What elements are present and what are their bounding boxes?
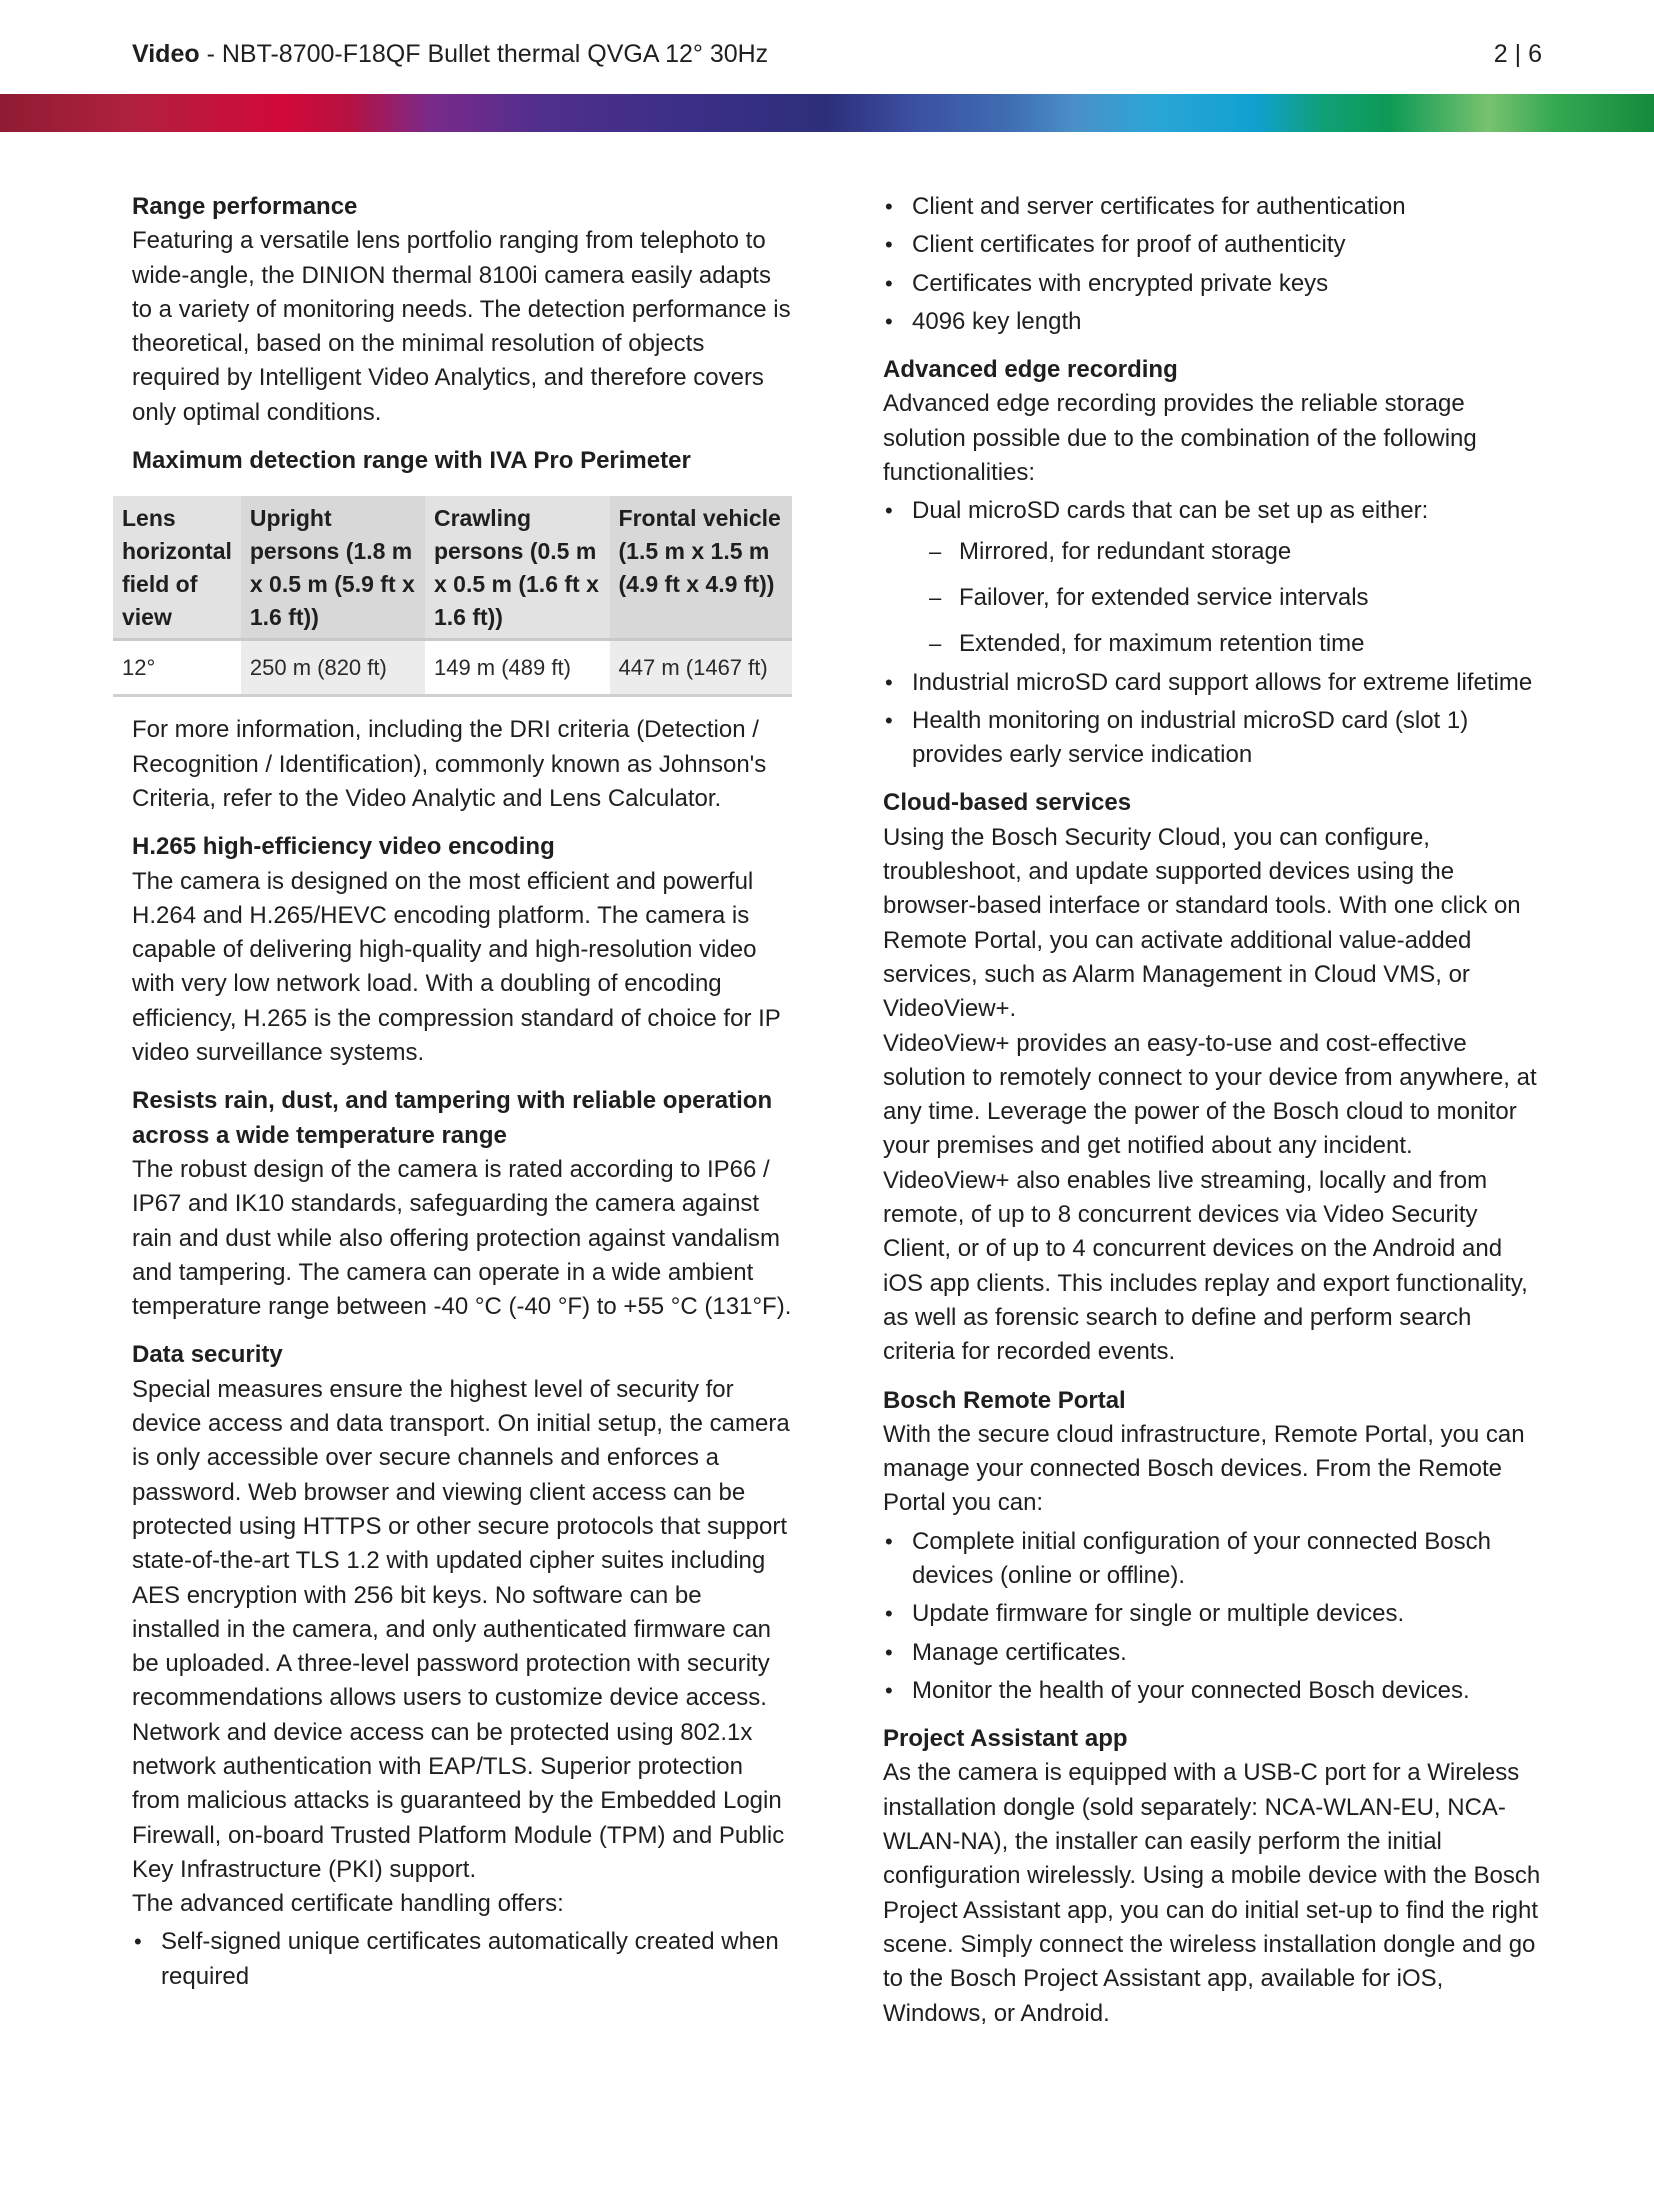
list-item: • Monitor the health of your connected Bosch devices.: [883, 1674, 1543, 1708]
section-text: With the secure cloud infrastructure, Remote Portal, you can manage your connected Bosch devices. From the Remote Portal you can:: [883, 1420, 1525, 1517]
section-data-security: [132, 1338, 792, 1994]
document-title-product: - NBT-8700-F18QF Bullet thermal QVGA 12° 30Hz: [199, 40, 769, 68]
section-heading: Data security: [132, 1341, 283, 1369]
list-item: • Health monitoring on industrial microSD card (slot 1) provides early service indication: [883, 704, 1543, 773]
document-title-category: Video: [132, 40, 200, 68]
section-text: Network and device access can be protected using 802.1x network authentication with EAP/TLS. Superior protection from malicious attacks is guaranteed by the Embedded Login Firewall, on-board Trusted Platform Module (TPM) and Public Key Infrastructure (PKI) support.: [132, 1718, 785, 1883]
sub-list-item: – Extended, for maximum retention time: [883, 627, 1543, 661]
sub-list-item: – Mirrored, for redundant storage: [883, 535, 1543, 569]
section-range-performance: [132, 190, 792, 430]
section-cloud-services: [883, 786, 1543, 1369]
section-project-assistant: [883, 1722, 1543, 2031]
section-heading: Cloud-based services: [883, 789, 1132, 817]
section-text: Using the Bosch Security Cloud, you can configure, troubleshoot, and update supported devices using the browser-based interface or standard tools. With one click on Remote Portal, you can activate additional value-added services, such as Alarm Management in Cloud VMS, or VideoView+.: [883, 823, 1521, 1023]
section-heading: Advanced edge recording: [883, 356, 1178, 384]
table-cell: 250 m (820 ft): [241, 640, 425, 696]
section-heading: Project Assistant app: [883, 1725, 1128, 1753]
brand-color-bar: [0, 94, 1654, 132]
section-heading: H.265 high-efficiency video encoding: [132, 833, 555, 861]
section-rugged: [132, 1084, 792, 1324]
section-text: Special measures ensure the highest level of security for device access and data transport. On initial setup, the camera is only accessible over secure channels and enforces a password. Web browser and viewing client access can be protected using HTTPS or other secure protocols that support state-of-the-art TLS 1.2 with updated cipher suites including AES encryption with 256 bit keys. No software can be installed in the camera, and only authenticated firmware can be uploaded. A three-level password protection with security recommendations allows users to customize device access.: [132, 1375, 790, 1712]
section-text: Featuring a versatile lens portfolio ranging from telephoto to wide-angle, the DINION thermal 8100i camera easily adapts to a variety of monitoring needs. The detection performance is theoretical, based on the minimal resolution of objects required by Intelligent Video Analytics, and therefore covers only optimal conditions.: [132, 227, 791, 426]
section-remote-portal: [883, 1384, 1543, 1709]
list-item: • Client and server certificates for authentication: [883, 190, 1543, 224]
column-header: Frontal vehicle (1.5 m x 1.5 m (4.9 ft x 4.9 ft)): [610, 496, 792, 640]
section-text: As the camera is equipped with a USB-C port for a Wireless installation dongle (sold separately: NCA-WLAN-EU, NCA-WLAN-NA), the installer can easily perform the initial configuration wirelessly. Using a mobile device with the Bosch Project Assistant app, you can do initial set-up to find the right scene. Simply connect the wireless installation dongle and go to the Bosch Project Assistant app, available for iOS, Windows, or Android.: [883, 1759, 1541, 2027]
list-item-text: Dual microSD cards that can be set up as either:: [912, 497, 1429, 525]
sub-list-item: – Failover, for extended service intervals: [883, 581, 1543, 615]
section-heading: Range performance: [132, 193, 358, 220]
column-header: Upright persons (1.8 m x 0.5 m (5.9 ft x 1.6 ft)): [241, 496, 425, 640]
list-item: • Manage certificates.: [883, 1636, 1543, 1670]
section-h265: [132, 830, 792, 1070]
list-item: • Industrial microSD card support allows for extreme lifetime: [883, 666, 1543, 700]
section-detection-range: [122, 444, 792, 816]
document-title: [132, 40, 768, 68]
section-text: VideoView+ provides an easy-to-use and cost-effective solution to remotely connect to your device from anywhere, at any time. Leverage the power of the Bosch cloud to monitor your premises and get notified about any incident. VideoView+ also enables live streaming, locally and from remote, of up to 8 concurrent devices via Video Security Client, or of up to 4 concurrent devices on the Android and iOS app clients. This includes replay and export functionality, as well as forensic search to define and perform search criteria for recorded events.: [883, 1029, 1537, 1366]
table-heading: Maximum detection range with IVA Pro Perimeter: [132, 447, 691, 475]
list-item: • Update firmware for single or multiple devices.: [883, 1597, 1543, 1631]
table-row: [113, 640, 792, 696]
table-header-row: [113, 496, 792, 640]
section-edge-recording: [883, 353, 1543, 772]
table-cell: 12°: [113, 640, 241, 696]
certificate-list: [132, 1925, 792, 1994]
list-item: [883, 494, 1543, 661]
certificate-list-continued: [883, 190, 1543, 339]
column-header: Crawling persons (0.5 m x 0.5 m (1.6 ft x 1.6 ft)): [425, 496, 610, 640]
portal-features-list: [883, 1525, 1543, 1708]
table-cell: 149 m (489 ft): [425, 640, 610, 696]
list-item: • Complete initial configuration of your connected Bosch devices (online or offline).: [883, 1525, 1543, 1594]
section-heading: Bosch Remote Portal: [883, 1386, 1126, 1414]
edge-features-list: [883, 494, 1543, 772]
section-text: The robust design of the camera is rated according to IP66 / IP67 and IK10 standards, safeguarding the camera against rain and dust while also offering protection against vandalism and tampering. The camera can operate in a wide ambient temperature range between -40 °C (-40 °F) to +55 °C (131°F).: [132, 1155, 792, 1321]
page-number: 2 | 6: [1493, 40, 1542, 68]
right-column: [883, 190, 1543, 2031]
column-header: Lens horizontal field of view: [113, 496, 241, 640]
table-cell: 447 m (1467 ft): [610, 640, 792, 696]
list-item: • Self-signed unique certificates automatically created when required: [132, 1925, 792, 1994]
section-text: Advanced edge recording provides the reliable storage solution possible due to the combination of the following functionalities:: [883, 390, 1477, 487]
list-item: • Certificates with encrypted private keys: [883, 267, 1543, 301]
section-heading: Resists rain, dust, and tampering with reliable operation across a wide temperature range: [132, 1087, 773, 1149]
section-text: The camera is designed on the most efficient and powerful H.264 and H.265/HEVC encoding platform. The camera is capable of delivering high-quality and high-resolution video with very low network load. With a doubling of encoding efficiency, H.265 is the compression standard of choice for IP video surveillance systems.: [132, 867, 781, 1067]
list-item: • 4096 key length: [883, 305, 1543, 339]
section-text: The advanced certificate handling offers:: [132, 1890, 564, 1918]
table-note: For more information, including the DRI criteria (Detection / Recognition / Identification), commonly known as Johnson's Criteria, refer to the Video Analytic and Lens Calculator.: [132, 716, 767, 812]
left-column: [122, 190, 792, 1998]
sd-mode-list: [883, 535, 1543, 662]
list-item: • Client certificates for proof of authenticity: [883, 228, 1543, 262]
page-header: [132, 36, 1542, 72]
detection-range-table: [113, 496, 792, 697]
